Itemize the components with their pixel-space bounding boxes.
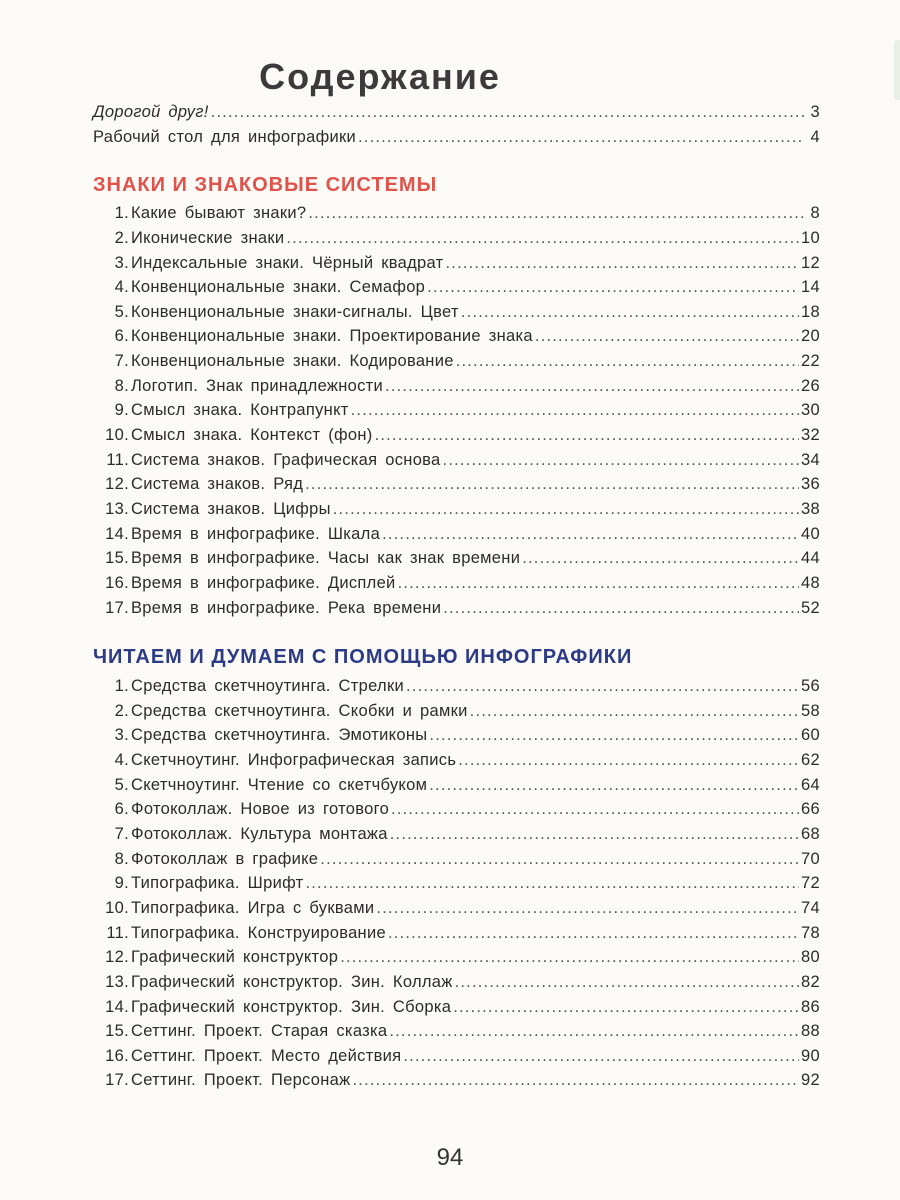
toc-entry-number: 7. — [114, 352, 129, 371]
toc-entry-title: Конвенциональные знаки-сигналы. Цвет — [131, 302, 459, 321]
toc-entry-page: 52 — [801, 598, 820, 617]
toc-entry-number: 4. — [114, 751, 129, 770]
toc-entry — [93, 1047, 820, 1072]
dot-leader — [429, 776, 799, 795]
toc-entry-title: Графический конструктор — [131, 948, 339, 967]
toc-entry-title: Фотоколлаж. Культура монтажа — [131, 825, 388, 844]
toc-entry-title: Сеттинг. Проект. Персонаж — [131, 1071, 351, 1090]
dot-leader — [375, 426, 799, 445]
toc-entry-title: Типографика. Конструирование — [131, 923, 386, 942]
toc-entry — [93, 254, 820, 279]
toc-entry — [93, 899, 820, 924]
toc-entry — [93, 103, 820, 128]
toc-entry-title: Сеттинг. Проект. Место действия — [131, 1046, 402, 1065]
toc-entry-number: 13. — [105, 972, 129, 991]
toc-entry-number: 12. — [105, 948, 129, 967]
toc-entry-page: 3 — [810, 103, 820, 121]
toc-entry-number: 1. — [114, 204, 129, 223]
dot-leader — [446, 254, 800, 273]
toc-entry-number: 5. — [114, 302, 129, 321]
toc-entry — [93, 574, 820, 599]
toc-entry-page: 38 — [801, 499, 820, 518]
toc-entry — [93, 599, 820, 624]
toc-entry-number: 8. — [114, 849, 129, 868]
toc-entry-number: 16. — [105, 1046, 129, 1065]
toc-entry — [93, 825, 820, 850]
table-of-contents — [93, 103, 820, 1096]
toc-entry-page: 26 — [801, 376, 820, 395]
toc-entry-page: 48 — [801, 573, 820, 592]
dot-leader — [382, 525, 799, 544]
dot-leader — [427, 278, 799, 297]
dot-leader — [305, 874, 799, 893]
toc-entry — [93, 751, 820, 776]
toc-entry-title: Скетчноутинг. Инфографическая запись — [131, 751, 457, 770]
toc-entry-page: 12 — [801, 253, 820, 272]
toc-entry-number: 14. — [105, 997, 129, 1016]
toc-entry-number: 6. — [114, 327, 129, 346]
toc-entry-title: Конвенциональные знаки. Кодирование — [131, 352, 454, 371]
toc-entry-number: 16. — [105, 573, 129, 592]
toc-entry-page: 62 — [801, 751, 820, 770]
toc-entry-title: Иконические знаки — [131, 228, 285, 247]
toc-entry-title: Система знаков. Цифры — [131, 499, 331, 518]
toc-entry-number: 5. — [114, 775, 129, 794]
page-title: Содержание — [259, 56, 501, 97]
dot-leader — [358, 128, 804, 147]
toc-entry-page: 44 — [801, 549, 820, 568]
toc-entry-number: 10. — [105, 898, 129, 917]
toc-entry-title: Средства скетчноутинга. Эмотиконы — [131, 726, 428, 745]
toc-entry — [93, 1071, 820, 1096]
toc-entry-page: 74 — [801, 898, 820, 917]
toc-entry-number: 17. — [105, 598, 129, 617]
toc-entry — [93, 998, 820, 1023]
toc-entry — [93, 500, 820, 525]
page-number: 94 — [436, 1144, 464, 1171]
toc-entry-number: 14. — [105, 524, 129, 543]
toc-entry-title: Смысл знака. Контрапункт — [131, 401, 349, 420]
toc-entry-number: 10. — [105, 426, 129, 445]
toc-entry-page: 68 — [801, 825, 820, 844]
toc-entry-page: 10 — [801, 228, 820, 247]
toc-entry-page: 18 — [801, 302, 820, 321]
toc-entry-number: 11. — [106, 923, 129, 942]
dot-leader — [391, 800, 799, 819]
toc-entry-page: 58 — [801, 701, 820, 720]
toc-entry-page: 40 — [801, 524, 820, 543]
toc-entry — [93, 702, 820, 727]
toc-entry-page: 20 — [801, 327, 820, 346]
toc-entry — [93, 1022, 820, 1047]
toc-entry-number: 4. — [114, 278, 129, 297]
toc-entry — [93, 924, 820, 949]
dot-leader — [456, 352, 799, 371]
toc-entry-title: Рабочий стол для инфографики — [93, 127, 357, 146]
toc-entry-page: 8 — [810, 204, 820, 223]
dot-leader — [461, 303, 799, 322]
toc-entry-page: 36 — [801, 475, 820, 494]
dot-leader — [305, 475, 799, 494]
toc-entry-title: Индексальные знаки. Чёрный квадрат — [131, 253, 444, 272]
dot-leader — [443, 599, 799, 618]
toc-entry — [93, 327, 820, 352]
dot-leader — [406, 677, 799, 696]
dot-leader — [340, 948, 799, 967]
toc-entry-page: 72 — [801, 874, 820, 893]
dot-leader — [308, 204, 804, 223]
toc-entry-number: 2. — [114, 228, 129, 247]
dot-leader — [320, 850, 799, 869]
toc-entry-page: 70 — [801, 849, 820, 868]
toc-entry — [93, 726, 820, 751]
toc-entry-title: Графический конструктор. Зин. Коллаж — [131, 972, 453, 991]
toc-entry — [93, 948, 820, 973]
toc-entry-title: Графический конструктор. Зин. Сборка — [131, 997, 452, 1016]
dot-leader — [388, 924, 799, 943]
toc-entry-number: 1. — [114, 677, 129, 696]
toc-entry-page: 66 — [801, 800, 820, 819]
toc-entry-title: Фотоколлаж. Новое из готового — [131, 800, 390, 819]
toc-entry-title: Время в инфографике. Шкала — [131, 524, 381, 543]
toc-entry-number: 11. — [106, 450, 129, 469]
toc-entry-page: 64 — [801, 775, 820, 794]
toc-entry-number: 15. — [105, 1022, 129, 1041]
toc-entry-title: Средства скетчноутинга. Стрелки — [131, 677, 404, 696]
toc-entry-page: 60 — [801, 726, 820, 745]
toc-entry-page: 32 — [801, 426, 820, 445]
toc-entry-title: Конвенциональные знаки. Проектирование знака — [131, 327, 533, 346]
toc-entry — [93, 525, 820, 550]
toc-entry-page: 4 — [810, 127, 820, 146]
section-heading: ЗНАКИ И ЗНАКОВЫЕ СИСТЕМЫ — [93, 174, 438, 197]
toc-entry-page: 56 — [801, 677, 820, 696]
dot-leader — [535, 327, 799, 346]
toc-entry — [93, 426, 820, 451]
toc-entry — [93, 451, 820, 476]
toc-entry — [93, 303, 820, 328]
toc-entry-number: 8. — [114, 376, 129, 395]
toc-entry — [93, 549, 820, 574]
toc-entry-number: 3. — [114, 253, 129, 272]
toc-entry — [93, 677, 820, 702]
toc-entry-page: 14 — [801, 278, 820, 297]
toc-entry-number: 7. — [114, 825, 129, 844]
dot-leader — [353, 1071, 800, 1090]
toc-entry — [93, 352, 820, 377]
toc-entry-title: Скетчноутинг. Чтение со скетчбуком — [131, 775, 428, 794]
toc-entry-title: Смысл знака. Контекст (фон) — [131, 426, 373, 445]
toc-entry-number: 15. — [105, 549, 129, 568]
toc-entry-page: 82 — [801, 972, 820, 991]
toc-entry-page: 30 — [801, 401, 820, 420]
toc-entry-page: 92 — [801, 1071, 820, 1090]
toc-entry-page: 90 — [801, 1046, 820, 1065]
toc-entry-title: Время в инфографике. Часы как знак времени — [131, 549, 521, 568]
toc-entry-title: Время в инфографике. Дисплей — [131, 573, 396, 592]
toc-entry-page: 22 — [801, 352, 820, 371]
toc-entry-title: Сеттинг. Проект. Старая сказка — [131, 1022, 388, 1041]
toc-entry-number: 13. — [105, 499, 129, 518]
toc-entry-title: Система знаков. Графическая основа — [131, 450, 441, 469]
dot-leader — [211, 103, 804, 122]
toc-entry-page: 34 — [801, 450, 820, 469]
toc-entry-number: 3. — [114, 726, 129, 745]
dot-leader — [429, 726, 799, 745]
dot-leader — [390, 825, 799, 844]
toc-entry — [93, 850, 820, 875]
dot-leader — [443, 451, 800, 470]
toc-entry-page: 80 — [801, 948, 820, 967]
toc-entry — [93, 973, 820, 998]
toc-entry — [93, 475, 820, 500]
dot-leader — [458, 751, 799, 770]
dot-leader — [470, 702, 799, 721]
dot-leader — [398, 574, 799, 593]
toc-entry-number: 6. — [114, 800, 129, 819]
toc-entry — [93, 377, 820, 402]
page-edge-tab — [894, 40, 900, 100]
dot-leader — [455, 973, 799, 992]
toc-entry-title: Логотип. Знак принадлежности — [131, 376, 384, 395]
toc-entry — [93, 229, 820, 254]
dot-leader — [376, 899, 799, 918]
toc-entry-number: 17. — [105, 1071, 129, 1090]
toc-entry-title: Дорогой друг! — [93, 103, 209, 121]
toc-entry — [93, 128, 820, 153]
toc-entry-page: 88 — [801, 1022, 820, 1041]
toc-entry-page: 86 — [801, 997, 820, 1016]
dot-leader — [522, 549, 799, 568]
toc-entry — [93, 776, 820, 801]
toc-entry-title: Время в инфографике. Река времени — [131, 598, 442, 617]
toc-entry-page: 78 — [801, 923, 820, 942]
toc-entry-title: Система знаков. Ряд — [131, 475, 304, 494]
dot-leader — [351, 401, 799, 420]
dot-leader — [403, 1047, 799, 1066]
toc-entry — [93, 874, 820, 899]
toc-entry — [93, 278, 820, 303]
toc-entry-number: 2. — [114, 701, 129, 720]
toc-entry — [93, 800, 820, 825]
toc-entry-number: 9. — [114, 874, 129, 893]
dot-leader — [389, 1022, 799, 1041]
section-heading: ЧИТАЕМ И ДУМАЕМ С ПОМОЩЬЮ ИНФОГРАФИКИ — [93, 646, 633, 669]
toc-entry-title: Типографика. Игра с буквами — [131, 898, 375, 917]
toc-entry — [93, 401, 820, 426]
toc-entry-number: 9. — [114, 401, 129, 420]
dot-leader — [333, 500, 799, 519]
toc-entry-title: Конвенциональные знаки. Семафор — [131, 278, 426, 297]
dot-leader — [385, 377, 799, 396]
toc-entry-title: Средства скетчноутинга. Скобки и рамки — [131, 701, 468, 720]
toc-entry — [93, 204, 820, 229]
toc-entry-title: Типографика. Шрифт — [131, 874, 304, 893]
toc-entry-title: Фотоколлаж в графике — [131, 849, 319, 868]
dot-leader — [286, 229, 799, 248]
dot-leader — [453, 998, 799, 1017]
toc-entry-number: 12. — [105, 475, 129, 494]
toc-entry-title: Какие бывают знаки? — [131, 204, 307, 223]
